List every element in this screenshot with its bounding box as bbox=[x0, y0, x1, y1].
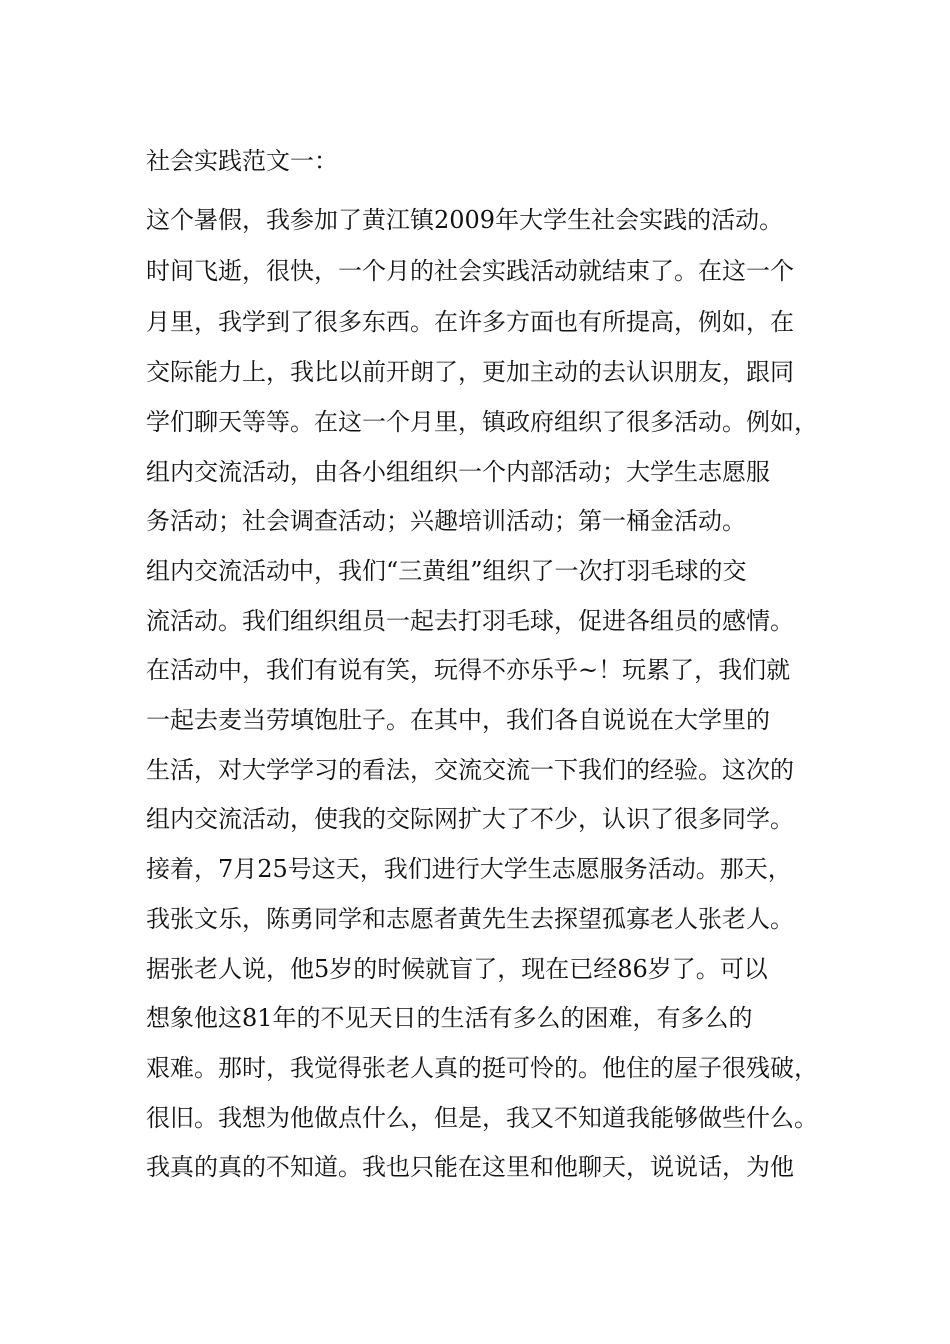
body-line: 想象他这81年的不见天日的生活有多么的困难，有多么的 bbox=[146, 1004, 753, 1032]
body-line: 艰难。那时，我觉得张老人真的挺可怜的。他住的屋子很残破， bbox=[146, 1054, 818, 1082]
body-line: 一起去麦当劳填饱肚子。在其中，我们各自说说在大学里的 bbox=[146, 706, 770, 734]
body-line: 生活，对大学学习的看法，交流交流一下我们的经验。这次的 bbox=[146, 756, 794, 784]
body-line: 学们聊天等等。在这一个月里，镇政府组织了很多活动。例如， bbox=[146, 408, 818, 436]
body-line: 在活动中，我们有说有笑，玩得不亦乐乎~！玩累了，我们就 bbox=[146, 656, 791, 684]
body-line: 时间飞逝，很快，一个月的社会实践活动就结束了。在这一个 bbox=[146, 257, 794, 285]
body-line: 这个暑假，我参加了黄江镇2009年大学生社会实践的活动。 bbox=[146, 206, 784, 234]
body-line: 流活动。我们组织组员一起去打羽毛球，促进各组员的感情。 bbox=[146, 607, 794, 635]
body-line: 组内交流活动，由各小组组织一个内部活动；大学生志愿服 bbox=[146, 458, 770, 486]
document-heading: 社会实践范文一： bbox=[146, 147, 338, 175]
body-line: 组内交流活动中，我们“三黄组”组织了一次打羽毛球的交 bbox=[146, 557, 747, 585]
body-line: 我张文乐，陈勇同学和志愿者黄先生去探望孤寡老人张老人。 bbox=[146, 905, 794, 933]
body-line: 务活动；社会调查活动；兴趣培训活动；第一桶金活动。 bbox=[146, 507, 746, 535]
body-line: 交际能力上，我比以前开朗了，更加主动的去认识朋友，跟同 bbox=[146, 358, 794, 386]
body-line: 组内交流活动，使我的交际网扩大了不少，认识了很多同学。 bbox=[146, 805, 794, 833]
body-line: 据张老人说，他5岁的时候就盲了，现在已经86岁了。可以 bbox=[146, 955, 768, 983]
body-line: 很旧。我想为他做点什么，但是，我又不知道我能够做些什么。 bbox=[146, 1104, 818, 1132]
body-line: 月里，我学到了很多东西。在许多方面也有所提高，例如，在 bbox=[146, 308, 794, 336]
body-line: 接着，7月25号这天，我们进行大学生志愿服务活动。那天， bbox=[146, 855, 792, 883]
body-line: 我真的真的不知道。我也只能在这里和他聊天，说说话，为他 bbox=[146, 1153, 794, 1181]
